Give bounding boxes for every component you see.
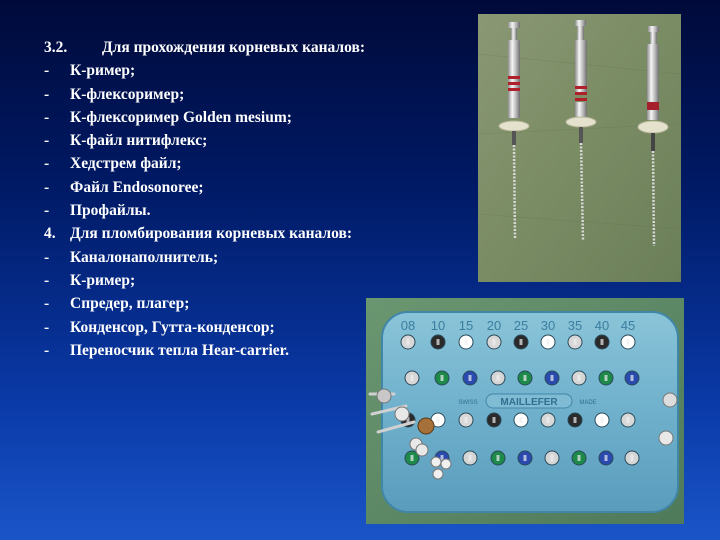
list-marker: 4. [44, 225, 56, 243]
list-item-text: К-файл нитифлекс; [70, 132, 208, 150]
list-marker: - [44, 155, 50, 173]
instrument-handle-mark [605, 375, 608, 381]
instrument-handle-mark [465, 339, 468, 345]
instrument-handle-mark [605, 455, 608, 461]
size-label: 40 [594, 318, 610, 333]
instrument-handle-mark [493, 339, 496, 345]
size-label: 35 [567, 318, 583, 333]
list-marker: - [44, 341, 50, 359]
instrument-handle-mark [441, 375, 444, 381]
list-item-text: К-флексоример; [70, 85, 185, 103]
instrument-handle-mark [547, 339, 550, 345]
list-marker: - [44, 271, 50, 289]
instrument-handle-mark [465, 417, 468, 423]
instrument-handle-mark [469, 375, 472, 381]
size-labels [401, 318, 635, 333]
list-item-text: К-флексоример Golden mesium; [70, 108, 292, 126]
list-marker: - [44, 295, 50, 313]
heading-line [44, 36, 484, 59]
list-marker: - [44, 248, 50, 266]
list-item [44, 152, 484, 175]
list-item-text: Конденсор, Гутта-конденсор; [70, 318, 275, 336]
endodontic-files-photo [478, 14, 681, 282]
size-label: 25 [513, 318, 529, 333]
instrument-handle-mark [493, 417, 496, 423]
brand-logo: MAILLEFER [500, 397, 558, 408]
swiss-mark: SWISS [458, 400, 478, 406]
list-item [44, 59, 484, 82]
size-label: 10 [430, 318, 446, 333]
list-marker: - [44, 108, 50, 126]
list-item-text: Хедстрем файл; [70, 155, 182, 173]
list-item-text: Файл Endosonoree; [70, 178, 204, 196]
instrument-handle-mark [627, 339, 630, 345]
list-item-text: Переносчик тепла Hear-carrier. [70, 341, 289, 359]
instrument-handle-mark [601, 417, 604, 423]
instrument-handle-mark [627, 417, 630, 423]
list-item [44, 176, 484, 199]
instrument-handle-mark [407, 339, 410, 345]
list-item [44, 269, 484, 292]
list-item [44, 129, 484, 152]
instrument-handle-mark [551, 375, 554, 381]
list-marker: - [44, 318, 50, 336]
list-item [44, 83, 484, 106]
instrument-handle-mark [551, 455, 554, 461]
instrument-handle-mark [578, 455, 581, 461]
instrument-handle-mark [631, 375, 634, 381]
instrument-handle-mark [497, 455, 500, 461]
list-item-text: Для прохождения корневых каналов: [102, 39, 366, 56]
size-label: 08 [400, 318, 416, 333]
instrument-handle-mark [520, 339, 523, 345]
list-item [44, 199, 484, 222]
instrument-handle-mark [574, 339, 577, 345]
list-item [44, 246, 484, 269]
instrument-handle-mark [524, 455, 527, 461]
list-marker: 3.2. [44, 39, 68, 56]
instrument-handle-mark [411, 455, 414, 461]
size-label: 45 [620, 318, 636, 333]
list-item-text: К-ример; [70, 62, 136, 80]
size-label: 15 [458, 318, 474, 333]
instrument-handle-mark [547, 417, 550, 423]
instrument-handle-mark [411, 375, 414, 381]
list-item [44, 106, 484, 129]
instrument-handle-mark [520, 417, 523, 423]
list-item-text: Каналонаполнитель; [70, 248, 219, 266]
instrument-handle-mark [631, 455, 634, 461]
list-marker: - [44, 178, 50, 196]
instrument-handle-mark [524, 375, 527, 381]
list-marker: - [44, 132, 50, 150]
list-item-text: К-ример; [70, 271, 136, 289]
instrument-handle-mark [437, 339, 440, 345]
instrument-handle-mark [601, 339, 604, 345]
size-label: 20 [486, 318, 502, 333]
instrument-handle-mark [578, 375, 581, 381]
list-item-text: Спредер, плагер; [70, 295, 190, 313]
instrument-handle-mark [574, 417, 577, 423]
endodontic-files-illustration [478, 14, 681, 282]
list-marker: - [44, 85, 50, 103]
instrument-handle-mark [437, 417, 440, 423]
list-marker: - [44, 202, 50, 220]
instrument-handle-mark [497, 375, 500, 381]
list-item-text: Для пломбирования корневых каналов: [70, 225, 353, 243]
size-label: 30 [540, 318, 556, 333]
instrument-stand-photo [366, 298, 684, 524]
instrument-stand-illustration [366, 298, 684, 524]
heading-line [44, 222, 484, 245]
instrument-handle-mark [469, 455, 472, 461]
made-mark: MADE [579, 400, 597, 406]
list-item-text: Профайлы. [70, 202, 151, 220]
list-marker: - [44, 62, 50, 80]
